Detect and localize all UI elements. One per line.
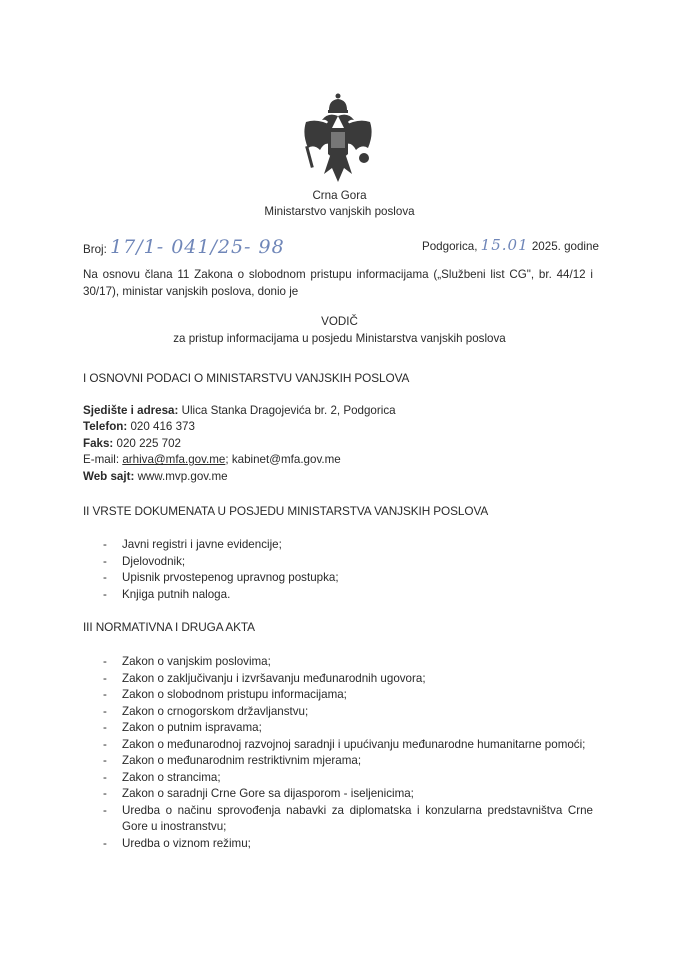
list-item <box>103 704 593 721</box>
list-item <box>103 654 593 671</box>
list-item <box>103 836 593 853</box>
web-label: Web sajt: <box>83 469 135 483</box>
email-row <box>83 452 396 468</box>
item-text: Zakon o zaključivanju i izvršavanju međunarodnih ugovora; <box>122 671 426 685</box>
web-value: www.mvp.gov.me <box>137 469 228 483</box>
ministry-name: Ministarstvo vanjskih poslova <box>264 205 415 218</box>
document-subtitle: za pristup informacijama u posjedu Ministarstva vanjskih poslova <box>173 332 506 345</box>
normative-acts-list <box>103 654 593 852</box>
phone-row <box>83 419 396 435</box>
list-item <box>103 570 593 587</box>
item-text: Upisnik prvostepenog upravnog postupka; <box>122 571 339 584</box>
dash-bullet: - <box>103 554 107 568</box>
phone-value: 020 416 373 <box>130 420 195 434</box>
item-text: Zakon o saradnji Crne Gore sa dijasporom - iseljenicima; <box>122 787 414 800</box>
fax-row <box>83 436 396 452</box>
email-separator: ; <box>225 453 229 467</box>
item-text: Zakon o vanjskim poslovima; <box>122 655 271 668</box>
web-row <box>83 469 396 485</box>
email-link-arhiva[interactable]: arhiva@mfa.gov.me <box>122 453 226 467</box>
list-item <box>103 671 593 688</box>
preamble: Na osnovu člana 11 Zakona o slobodnom pristupu informacijama („Službeni list CG", br. 44/12 i 30/17), ministar vanjskih poslova, donio je <box>83 268 593 298</box>
phone-label: Telefon: <box>83 420 128 434</box>
double-headed-eagle-icon <box>298 92 378 188</box>
list-item <box>103 554 593 571</box>
dash-bullet: - <box>103 721 107 734</box>
item-text: Javni registri i javne evidencije; <box>122 538 282 551</box>
dash-bullet: - <box>103 704 107 718</box>
list-item <box>103 737 593 754</box>
list-item <box>103 720 593 737</box>
item-text: Uredba o načinu sprovođenja nabavki za diplomatska i konzularna predstavništva Crne Gore u inostranstvu; <box>122 803 593 833</box>
item-text: Uredba o viznom režimu; <box>122 836 251 850</box>
fax-label: Faks: <box>83 436 114 450</box>
dash-bullet: - <box>103 803 107 817</box>
place-label: Podgorica, <box>422 240 478 253</box>
number-label: Broj: <box>83 243 107 256</box>
contact-info <box>83 403 396 485</box>
document-title: VODIČ <box>321 315 358 328</box>
list-item <box>103 786 593 803</box>
dash-bullet: - <box>103 688 107 701</box>
document-types-list <box>103 537 593 603</box>
coat-of-arms-emblem <box>298 92 378 188</box>
item-text: Zakon o međunarodnoj razvojnoj saradnji i upućivanju međunarodne humanitarne pomoći; <box>122 737 586 751</box>
dash-bullet: - <box>103 836 107 850</box>
place-date <box>422 236 599 254</box>
dash-bullet: - <box>103 571 107 584</box>
section-1-heading: I OSNOVNI PODACI O MINISTARSTVU VANJSKIH POSLOVA <box>83 371 410 385</box>
address-row <box>83 403 396 419</box>
country-name: Crna Gora <box>312 189 367 202</box>
item-text: Zakon o međunarodnim restriktivnim mjerama; <box>122 754 362 767</box>
item-text: Zakon o slobodnom pristupu informacijama; <box>122 688 347 701</box>
address-value: Ulica Stanka Dragojevića br. 2, Podgorica <box>181 404 396 417</box>
reference-number <box>83 236 285 258</box>
dash-bullet: - <box>103 737 107 751</box>
dash-bullet: - <box>103 587 107 601</box>
list-item <box>103 537 593 554</box>
handwritten-date: 15.01 <box>480 236 529 254</box>
dash-bullet: - <box>103 754 107 767</box>
year: 2025. godine <box>531 240 599 253</box>
dash-bullet: - <box>103 671 107 685</box>
dash-bullet: - <box>103 770 107 784</box>
item-text: Zakon o crnogorskom državljanstvu; <box>122 704 309 718</box>
dash-bullet: - <box>103 655 107 668</box>
item-text: Zakon o putnim ispravama; <box>122 721 262 734</box>
address-label: Sjedište i adresa: <box>83 404 179 417</box>
item-text: Knjiga putnih naloga. <box>122 587 231 601</box>
list-item <box>103 770 593 787</box>
section-3-heading: III NORMATIVNA I DRUGA AKTA <box>83 620 255 634</box>
item-text: Djelovodnik; <box>122 554 186 568</box>
dash-bullet: - <box>103 538 107 551</box>
section-2-heading: II VRSTE DOKUMENATA U POSJEDU MINISTARSTVA VANJSKIH POSLOVA <box>83 504 489 518</box>
item-text: Zakon o strancima; <box>122 770 221 784</box>
handwritten-number: 17/1- 041/25- 98 <box>110 236 285 258</box>
email-label: E-mail: <box>83 453 120 467</box>
dash-bullet: - <box>103 787 107 800</box>
list-item <box>103 803 593 836</box>
fax-value: 020 225 702 <box>116 436 182 450</box>
email-kabinet: kabinet@mfa.gov.me <box>231 453 341 467</box>
list-item <box>103 587 593 604</box>
list-item <box>103 753 593 770</box>
list-item <box>103 687 593 704</box>
